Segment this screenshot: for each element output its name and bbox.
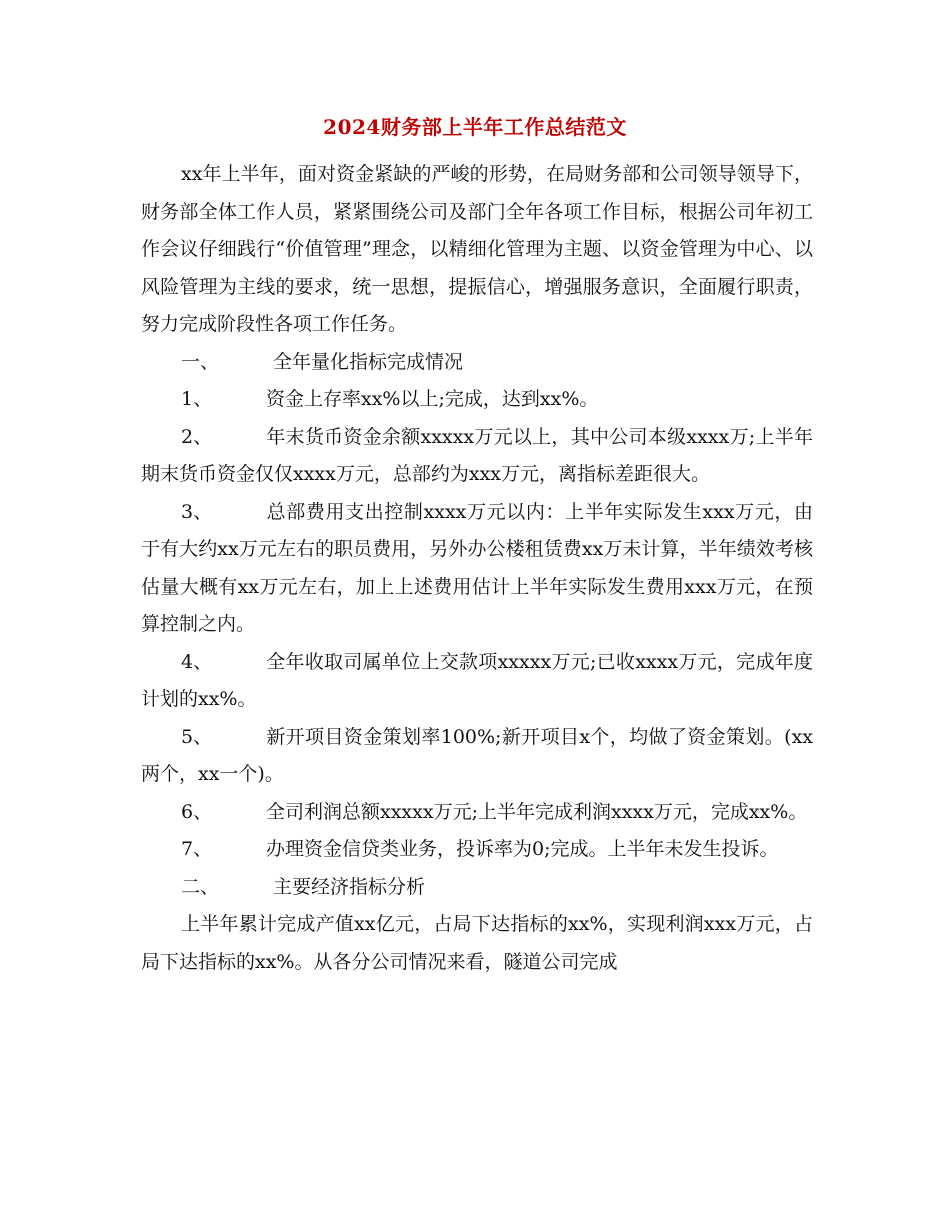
item-text: 总部费用支出控制xxxx万元以内：上半年实际发生xxx万元，由于有大约xx万元左右的职员费用，另外办公楼租赁费xx万未计算，半年绩效考核估量大概有xx万元左右，加上上述费用估计上半年实际发生费用xxx万元，在预算控制之内。 (141, 500, 813, 635)
document-title: 2024财务部上半年工作总结范文 (323, 115, 627, 139)
list-item (141, 794, 813, 832)
item-text: 新开项目资金策划率100%;新开项目x个，均做了资金策划。(xx两个，xx一个)。 (141, 725, 813, 785)
item-text: 办理资金信贷类业务，投诉率为0;完成。上半年未发生投诉。 (266, 838, 779, 860)
list-item (141, 381, 813, 419)
item-text: 年末货币资金余额xxxxx万元以上，其中公司本级xxxx万;上半年期末货币资金仅仅xxxx万元，总部约为xxx万元，离指标差距很大。 (141, 425, 813, 485)
item-number: 5、 (181, 725, 213, 748)
intro-paragraph: xx年上半年，面对资金紧缺的严峻的形势，在局财务部和公司领导领导下，财务部全体工作人员，紧紧围绕公司及部门全年各项工作目标，根据公司年初工作会议仔细践行“价值管理”理念，以精细化管理为主题、以资金管理为中心、以风险管理为主线的要求，统一思想，提振信心，增强服务意识，全面履行职责，努力完成阶段性各项工作任务。 (141, 163, 813, 335)
list-item (141, 494, 813, 644)
item-number: 4、 (181, 650, 213, 673)
item-text: 全司利润总额xxxxx万元;上半年完成利润xxxx万元，完成xx%。 (266, 800, 808, 823)
item-number: 3、 (181, 500, 213, 523)
list-item (141, 644, 813, 719)
section-heading-1 (141, 344, 813, 382)
item-number: 6、 (181, 800, 213, 823)
item-text: 全年收取司属单位上交款项xxxxx万元;已收xxxx万元，完成年度计划的xx%。 (141, 650, 813, 710)
section-2-paragraph: 上半年累计完成产值xx亿元，占局下达指标的xx%，实现利润xxx万元，占局下达指标的xx%。从各分公司情况来看，隧道公司完成 (141, 913, 813, 973)
list-item (141, 719, 813, 794)
section-title-2: 主要经济指标分析 (273, 875, 426, 898)
section-number-1: 一、 (181, 350, 220, 373)
item-number: 7、 (181, 838, 213, 860)
document-body (141, 156, 813, 981)
section-number-2: 二、 (181, 875, 220, 898)
section-title-1: 全年量化指标完成情况 (273, 350, 464, 373)
list-item (141, 831, 813, 869)
item-number: 1、 (181, 388, 213, 410)
list-item (141, 419, 813, 494)
item-number: 2、 (181, 425, 213, 448)
section-heading-2 (141, 869, 813, 907)
item-text: 资金上存率xx%以上;完成，达到xx%。 (266, 388, 599, 410)
